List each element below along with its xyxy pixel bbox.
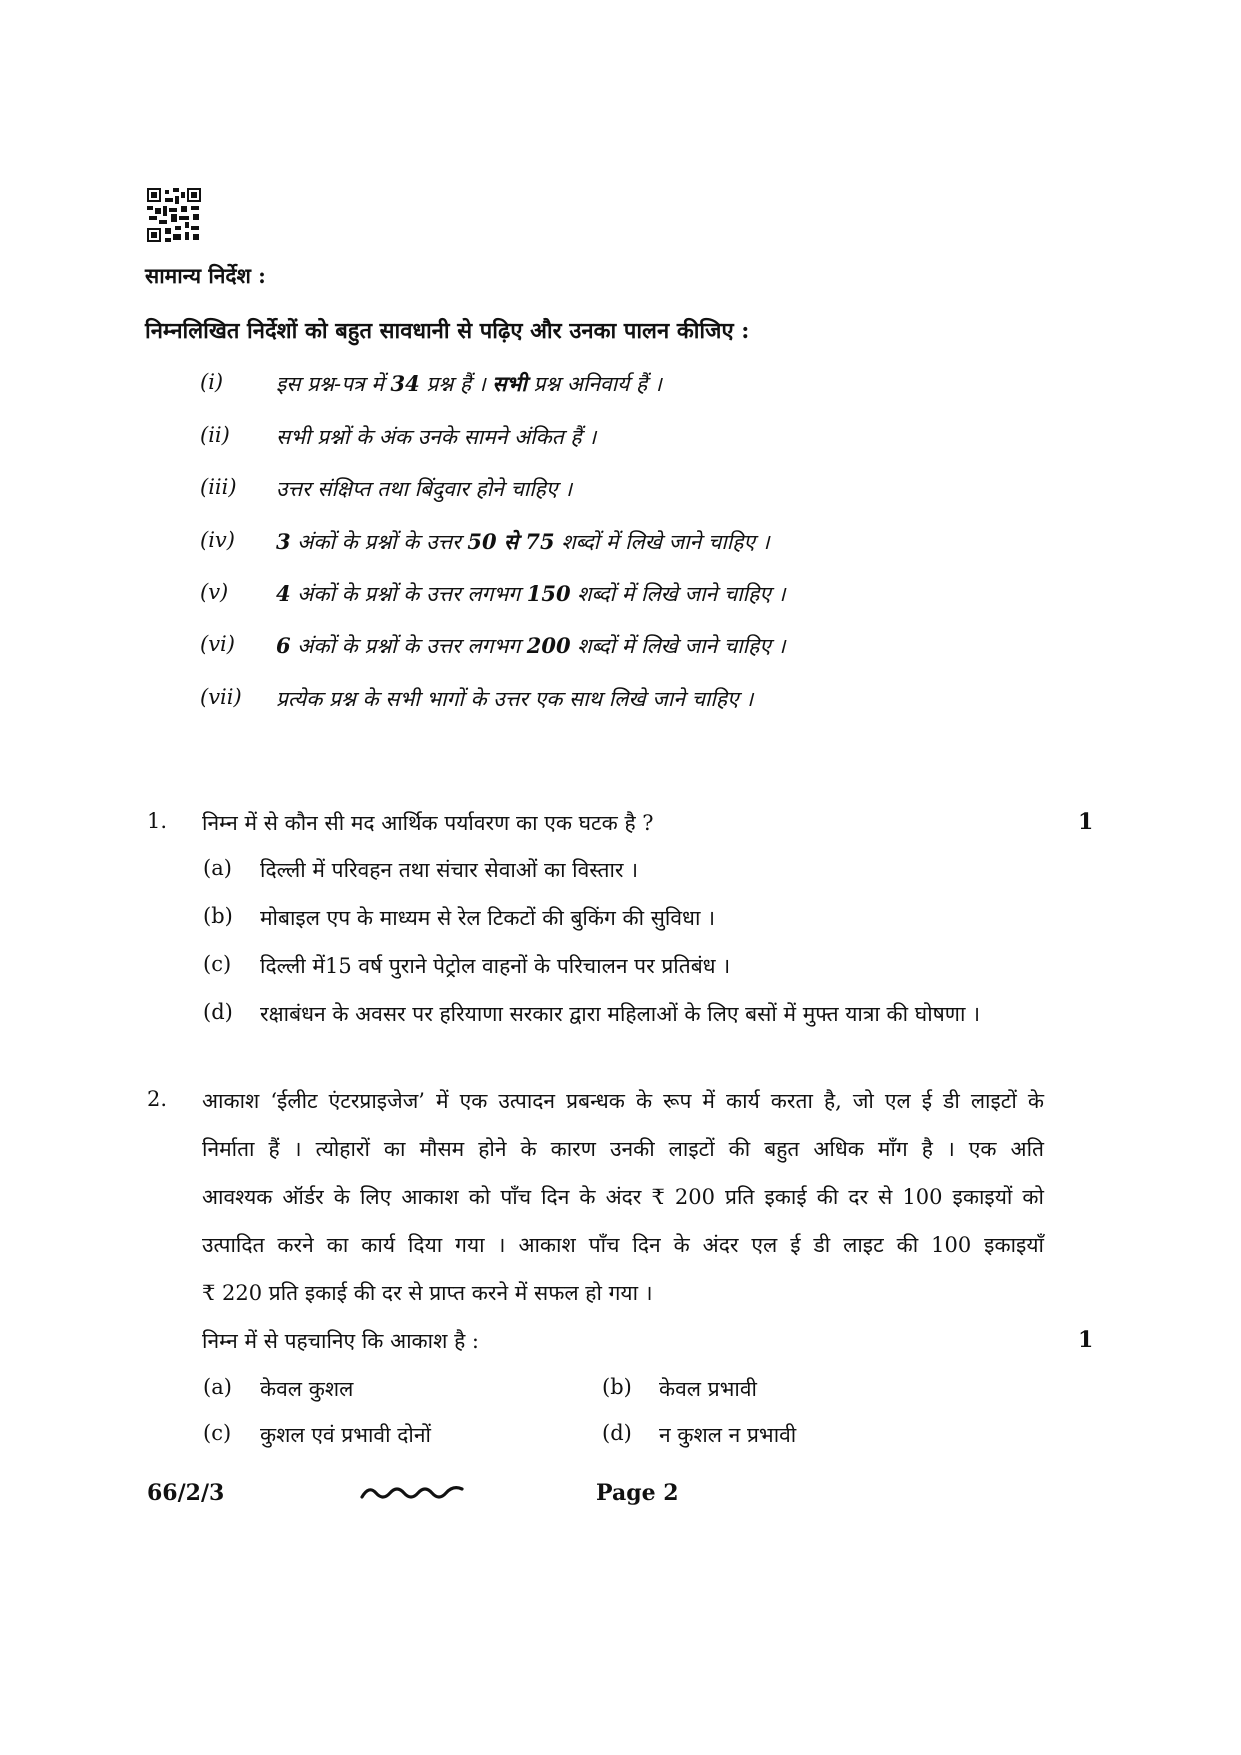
instruction-number: (i) [200,370,224,394]
instruction-number: (vii) [200,685,242,709]
instruction-number: (iv) [200,528,235,552]
instruction-number: (ii) [200,423,230,447]
option-label: (a) [203,1375,232,1399]
paragraph-line: उत्पादित करने का कार्य दिया गया । आकाश पाँच दिन के अंदर एल ई डी लाइट की 100 इकाइयाँ [202,1233,1044,1257]
paragraph-line: आवश्यक ऑर्डर के लिए आकाश को पाँच दिन के अंदर ₹ 200 प्रति इकाई की दर से 100 इकाइयों को [202,1185,1044,1209]
wave-ornament-icon [360,1483,465,1503]
option-label: (c) [203,1421,232,1445]
instruction-bold: 34 [390,371,420,396]
instruction-number: (vi) [200,632,235,656]
instruction-number: (v) [200,580,229,604]
instruction-text: शब्दों में लिखे जाने चाहिए । [554,530,770,554]
instruction-text: प्रश्न अनिवार्य हैं । [526,372,662,396]
instruction-bold: 200 [526,633,571,658]
question-marks: 1 [1078,1327,1094,1353]
instruction-number: (iii) [200,475,237,499]
option-text: रक्षाबंधन के अवसर पर हरियाणा सरकार द्वारा महिलाओं के लिए बसों में मुफ्त यात्रा की घोषणा । [260,1002,981,1026]
paragraph-line: ₹ 220 प्रति इकाई की दर से प्राप्त करने में सफल हो गया । [202,1281,653,1305]
instruction-text: शब्दों में लिखे जाने चाहिए । [570,634,786,658]
question-text: निम्न में से पहचानिए कि आकाश है : [202,1329,479,1353]
paragraph-line: निर्माता हैं । त्योहारों का मौसम होने के कारण उनकी लाइटों की बहुत अधिक माँग है । एक अति [202,1137,1044,1161]
instruction-text: शब्दों में लिखे जाने चाहिए । [570,582,786,606]
instruction-text: अंकों के प्रश्नों के उत्तर लगभग [290,582,527,606]
option-label: (a) [203,856,232,880]
instruction-bold: 3 [276,529,291,554]
option-text: न कुशल न प्रभावी [659,1423,797,1447]
instruction-bold: सभी [492,371,527,396]
option-label: (b) [602,1375,632,1399]
instruction-text: उत्तर संक्षिप्त तथा बिंदुवार होने चाहिए । [276,477,573,501]
option-label: (d) [203,1000,233,1024]
instruction-text: प्रश्न हैं । [419,372,493,396]
option-text: दिल्ली में15 वर्ष पुराने पेट्रोल वाहनों के परिचालन पर प्रतिबंध । [260,954,731,978]
instruction-bold: 4 [276,581,291,606]
qr-code-image [147,188,201,242]
paper-code: 66/2/3 [147,1480,225,1506]
instruction-text: प्रत्येक प्रश्न के सभी भागों के उत्तर एक साथ लिखे जाने चाहिए । [276,687,754,711]
paragraph-line: आकाश ‘ईलीट एंटरप्राइजेज’ में एक उत्पादन प्रबन्धक के रूप में कार्य करता है, जो एल ई डी लाइटों के [202,1089,1044,1113]
option-label: (c) [203,952,232,976]
instruction-text: सभी प्रश्नों के अंक उनके सामने अंकित हैं । [276,425,597,449]
question-marks: 1 [1078,809,1094,835]
instruction-bold: 50 से 75 [467,529,555,554]
option-text: केवल कुशल [260,1377,354,1401]
instruction-text: अंकों के प्रश्नों के उत्तर [290,530,468,554]
question-number: 1. [147,809,168,833]
section-heading: सामान्य निर्देश : [145,263,266,288]
option-text: मोबाइल एप के माध्यम से रेल टिकटों की बुकिंग की सुविधा । [260,906,716,930]
option-text: केवल प्रभावी [659,1377,757,1401]
option-text: कुशल एवं प्रभावी दोनों [260,1423,431,1447]
instruction-bold: 6 [276,633,291,658]
instruction-bold: 150 [526,581,571,606]
question-number: 2. [147,1087,168,1111]
option-label: (d) [602,1421,632,1445]
instruction-text: अंकों के प्रश्नों के उत्तर लगभग [290,634,527,658]
instructions-intro: निम्नलिखित निर्देशों को बहुत सावधानी से पढ़िए और उनका पालन कीजिए : [145,318,750,344]
instruction-text: इस प्रश्न-पत्र में [276,372,391,396]
question-text: निम्न में से कौन सी मद आर्थिक पर्यावरण का एक घटक है ? [202,811,654,835]
page-number: Page 2 [596,1480,679,1506]
option-text: दिल्ली में परिवहन तथा संचार सेवाओं का विस्तार । [260,858,639,882]
option-label: (b) [203,904,233,928]
